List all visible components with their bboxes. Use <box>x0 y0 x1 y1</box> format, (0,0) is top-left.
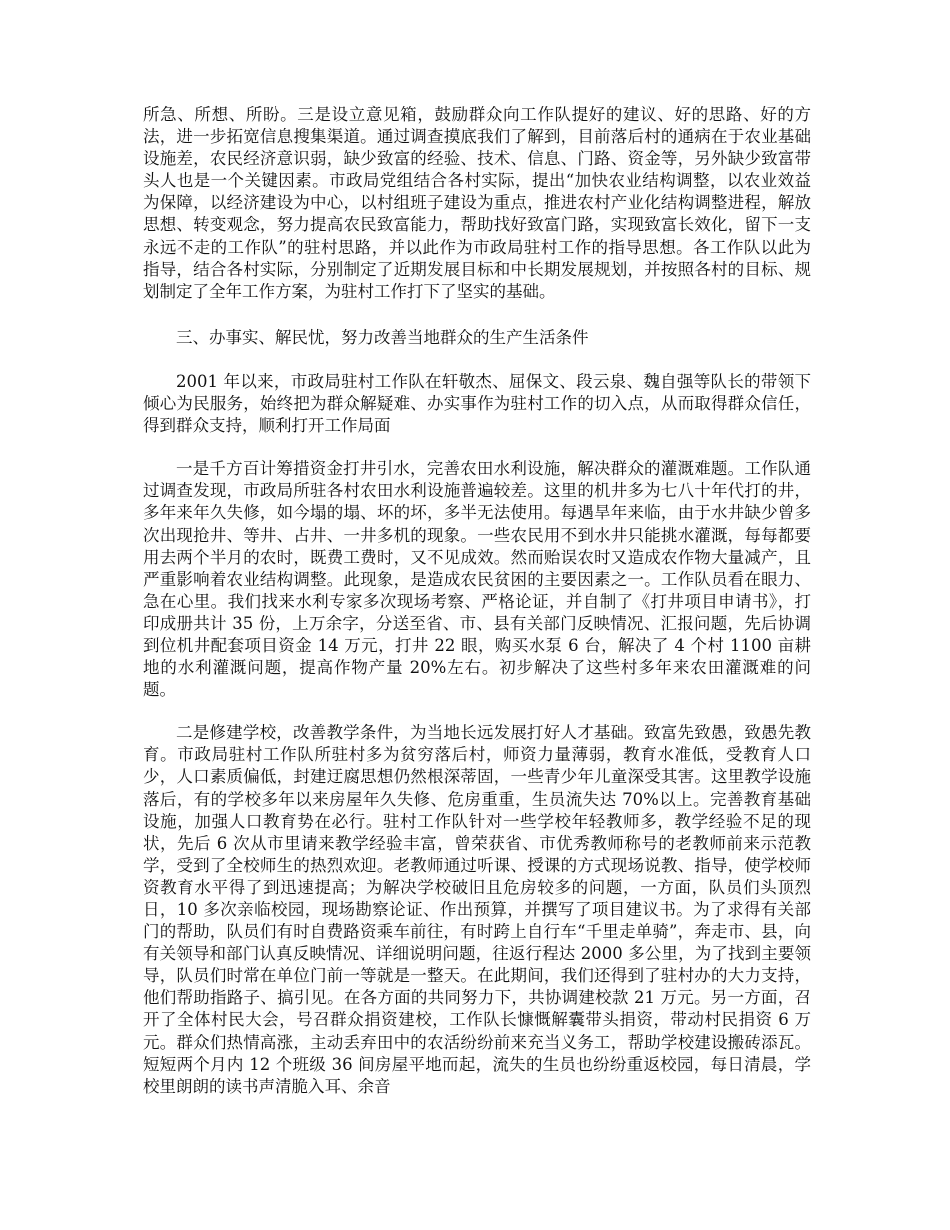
paragraph-intro: 2001 年以来，市政局驻村工作队在轩敬杰、屈保文、段云泉、魏自强等队长的带领下倾心为民服务，始终把为群众解疑难、办实事作为驻村工作的切入点，从而取得群众信任，得到群众支持，顺利打开工作局面 <box>143 371 811 436</box>
paragraph-irrigation: 一是千方百计筹措资金打井引水，完善农田水利设施，解决群众的灌溉难题。工作队通过调查发现，市政局所驻各村农田水利设施普遍较差。这里的机井多为七八十年代打的井，多年来年久失修，如今塌的塌、坏的坏，多半无法使用。每遇旱年来临，由于水井缺少曾多次出现抢井、等井、占井、一井多机的现象。一些农民用不到水井只能挑水灌溉，每每都要用去两个半月的农时，既费工费时，又不见成效。然而贻误农时又造成农作物大量减产，且严重影响着农业结构调整。此现象，是造成农民贫困的主要因素之一。工作队员看在眼力、急在心里。我们找来水利专家多次现场考察、严格论证，并自制了《打井项目申请书》，打印成册共计 35 份，上万余字，分送至省、市、县有关部门反映情况、汇报问题，先后协调到位机井配套项目资金 14 万元，打井 22 眼，购买水泵 6 台，解决了 4 个村 1100 亩耕地的水利灌溉问题，提高作物产量 20%左右。初步解决了这些村多年来农田灌溉难的问题。 <box>143 459 811 700</box>
section-heading: 三、办事实、解民忧，努力改善当地群众的生产生活条件 <box>176 327 589 347</box>
paragraph-continuation: 所急、所想、所盼。三是设立意见箱，鼓励群众向工作队提好的建议、好的思路、好的方法，进一步拓宽信息搜集渠道。通过调查摸底我们了解到，目前落后村的通病在于农业基础设施差，农民经济意识弱，缺少致富的经验、技术、信息、门路、资金等，另外缺少致富带头人也是一个关键因素。市政局党组结合各村实际，提出“加快农业结构调整，以农业效益为保障，以经济建设为中心，以村组班子建设为重点，推进农村产业化结构调整进程，解放思想、转变观念，努力提高农民致富能力，帮助找好致富门路，实现致富长效化，留下一支永远不走的工作队”的驻村思路，并以此作为市政局驻村工作的指导思想。各工作队以此为指导，结合各村实际，分别制定了近期发展目标和中长期发展规划，并按照各村的目标、规划制定了全年工作方案，为驻村工作打下了坚实的基础。 <box>143 105 811 301</box>
paragraph-schools: 二是修建学校，改善教学条件，为当地长远发展打好人才基础。致富先致愚，致愚先教育。市政局驻村工作队所驻村多为贫穷落后村，师资力量薄弱，教育水准低，受教育人口少，人口素质偏低，封建迂腐思想仍然根深蒂固，一些青少年儿童深受其害。这里教学设施落后，有的学校多年以来房屋年久失修、危房重重，生员流失达 70%以上。完善教育基础设施，加强人口教育势在必行。驻村工作队针对一些学校年轻教师多，教学经验不足的现状，先后 6 次从市里请来教学经验丰富，曾荣获省、市优秀教师称号的老教师前来示范教学，受到了全校师生的热烈欢迎。老教师通过听课、授课的方式现场说教、指导，使学校师资教育水平得了到迅速提高；为解决学校破旧且危房较多的问题，一方面，队员们头顶烈日，10 多次亲临校园，现场勘察论证、作出预算，并撰写了项目建议书。为了求得有关部门的帮助，队员们有时自费路资乘车前往，有时跨上自行车“千里走单骑”，奔走市、县，向有关领导和部门认真反映情况、详细说明问题，往返行程达 2000 多公里，为了找到主要领导，队员们时常在单位门前一等就是一整天。在此期间，我们还得到了驻村办的大力支持，他们帮助指路子、搞引见。在各方面的共同努力下，共协调建校款 21 万元。另一方面，召开了全体村民大会，号召群众捐资建校，工作队长慷慨解囊带头捐资，带动村民捐资 6 万元。群众们热情高涨，主动丢弃田中的农活纷纷前来充当义务工，帮助学校建设搬砖添瓦。短短两个月内 12 个班级 36 间房屋平地而起，流失的生员也纷纷重返校园，每日清晨，学校里朗朗的读书声清脆入耳、余音 <box>143 723 811 1096</box>
document-page <box>143 104 811 1098</box>
